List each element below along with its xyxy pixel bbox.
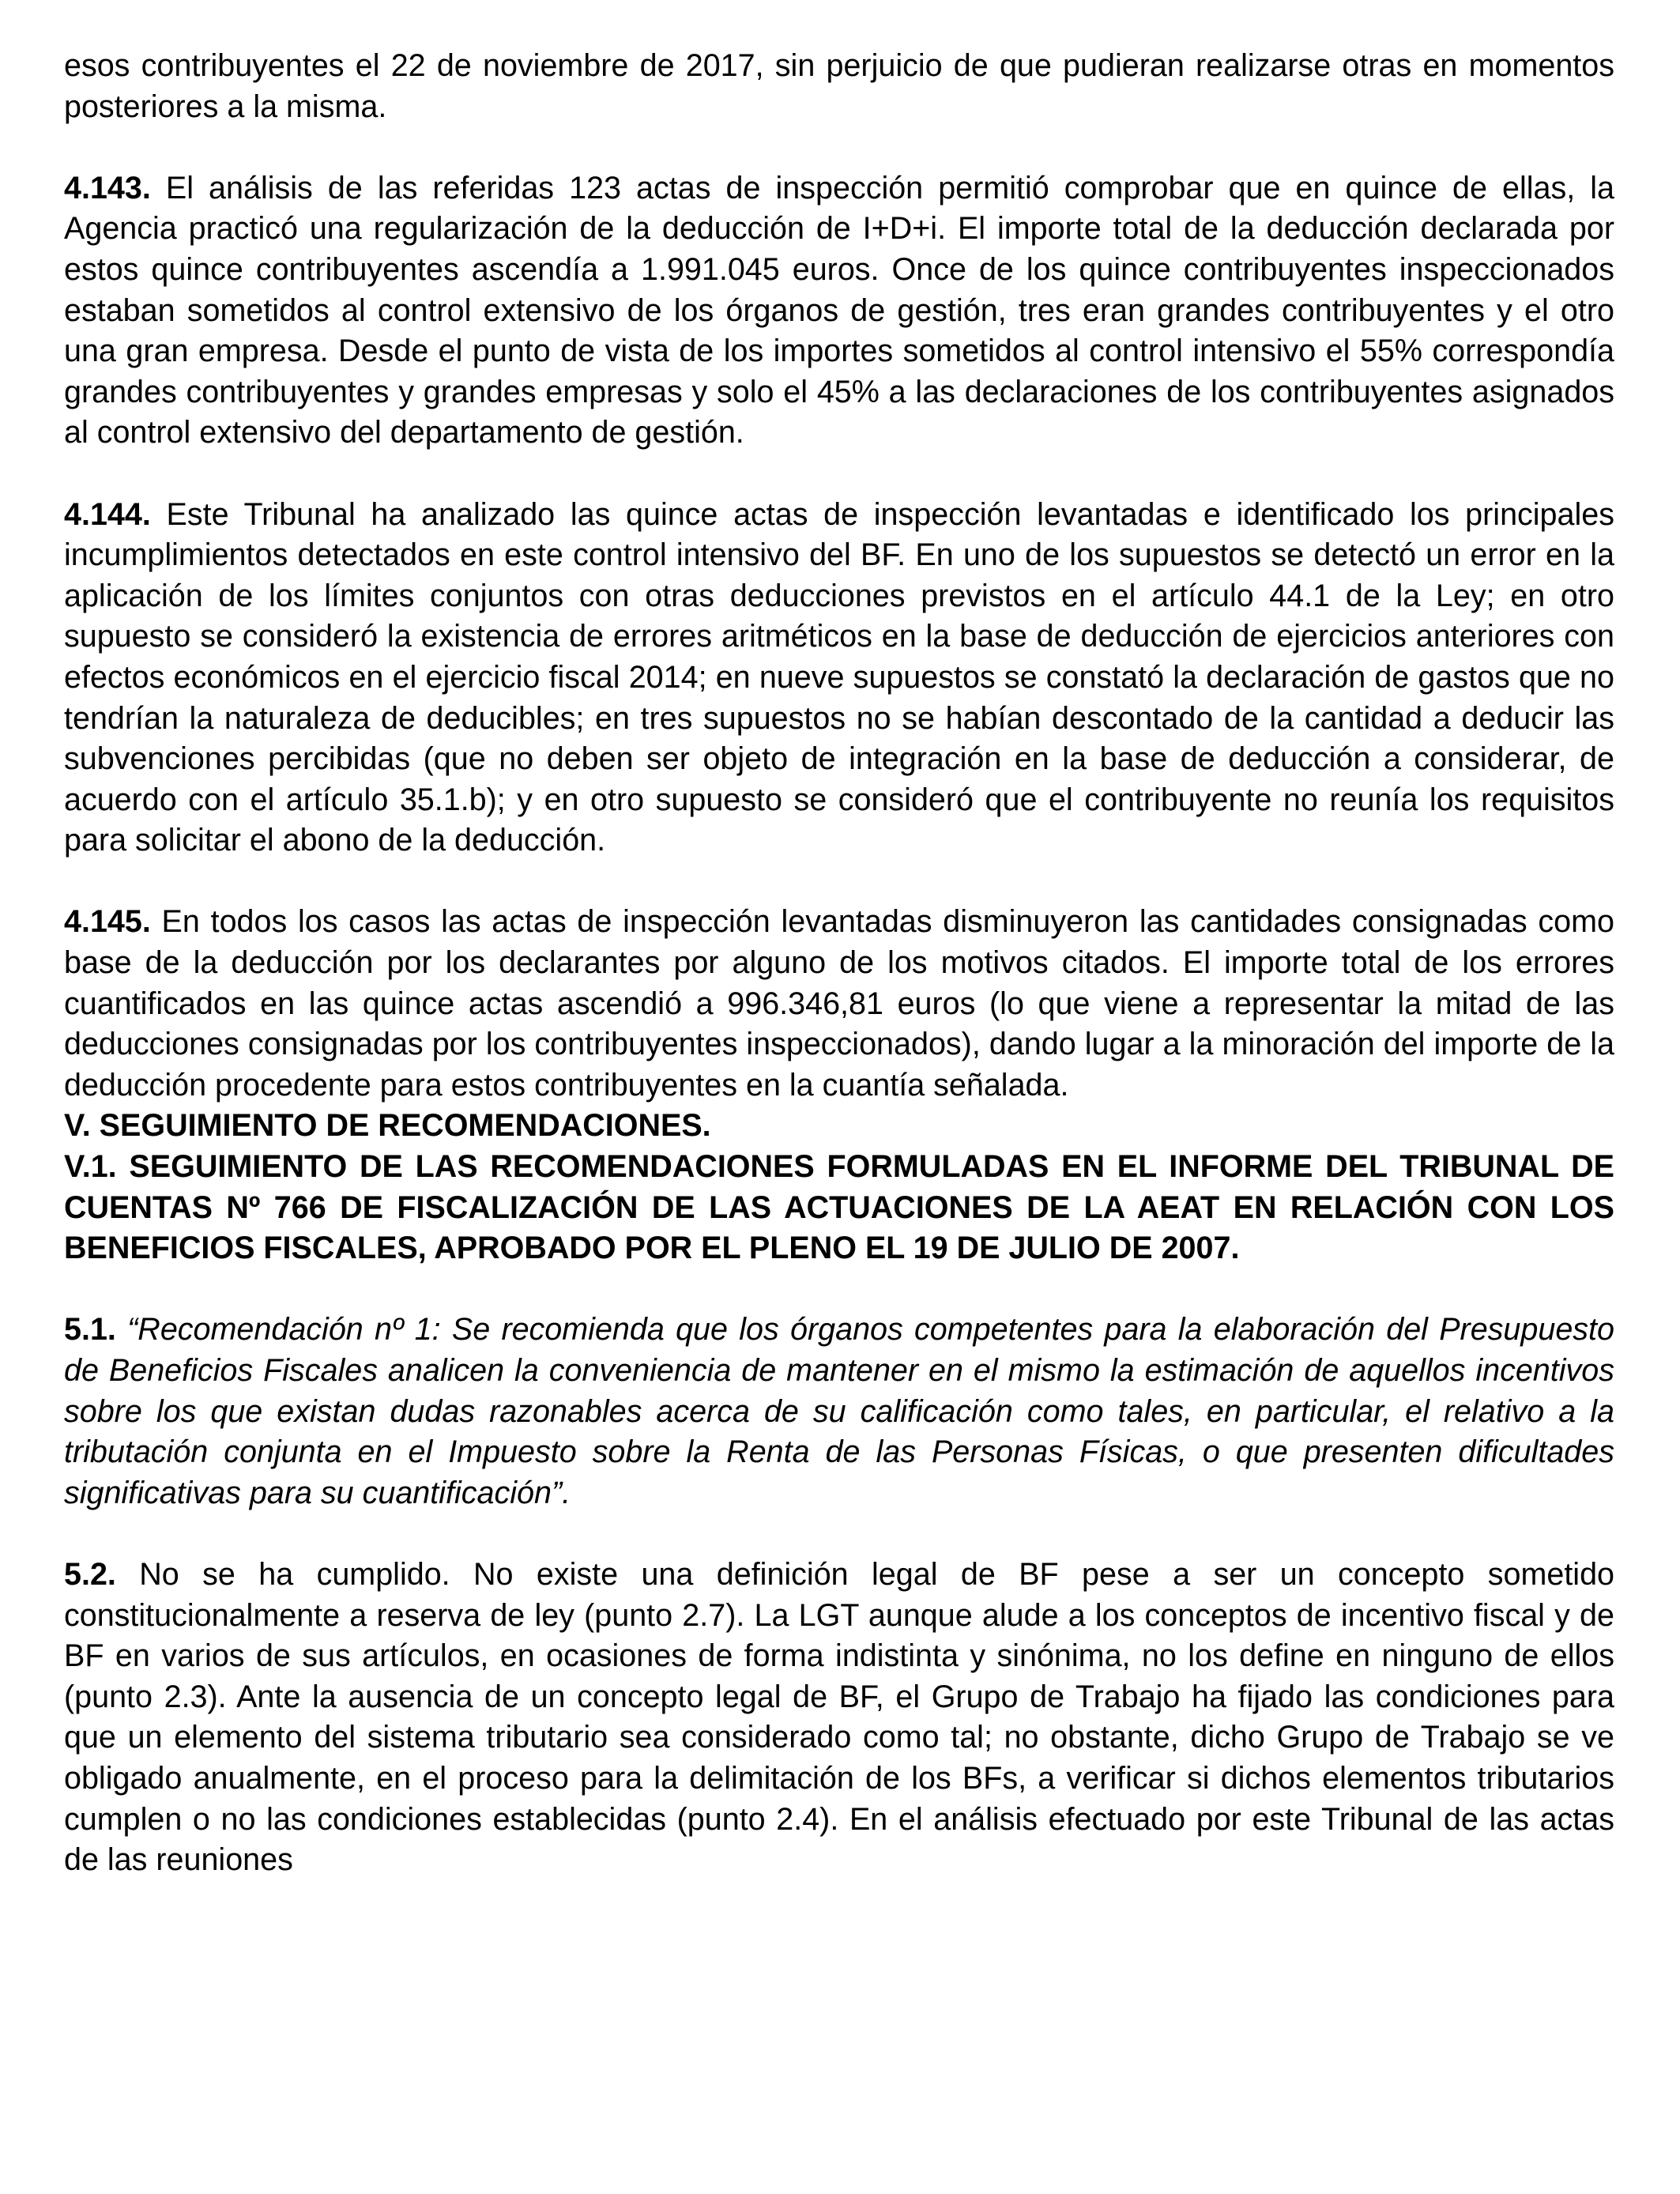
- paragraph-number: 4.144.: [64, 496, 151, 532]
- paragraph-text: El análisis de las referidas 123 actas de inspección permitió comprobar que en quince de ellas, la Agencia practicó una regularización de la deducción de I+D+i. El importe total de la deducción declarada por estos quince contribuyentes ascendía a 1.991.045 euros. Once de los quince contribuyentes inspeccionados estaban sometidos al control extensivo de los órganos de gestión, tres eran grandes contribuyentes y el otro una gran empresa. Desde el punto de vista de los importes sometidos al control intensivo el 55% correspondía grandes contribuyentes y grandes empresas y solo el 45% a las declaraciones de los contribuyentes asignados al control extensivo del departamento de gestión.: [64, 170, 1614, 450]
- paragraph-number: 5.2.: [64, 1556, 116, 1592]
- paragraph-text: Este Tribunal ha analizado las quince actas de inspección levantadas e identificado los principales incumplimientos detectados en este control intensivo del BF. En uno de los supuestos se detectó un error en la aplicación de los límites conjuntos con otras deducciones previstos en el artículo 44.1 de la Ley; en otro supuesto se consideró la existencia de errores aritméticos en la base de deducción de ejercicios anteriores con efectos económicos en el ejercicio fiscal 2014; en nueve supuestos se constató la declaración de gastos que no tendrían la naturaleza de deducibles; en tres supuestos no se habían descontado de la cantidad a deducir las subvenciones percibidas (que no deben ser objeto de integración en la base de deducción a considerar, de acuerdo con el artículo 35.1.b); y en otro supuesto se consideró que el contribuyente no reunía los requisitos para solicitar el abono de la deducción.: [64, 496, 1614, 858]
- document-page: [64, 46, 1614, 1881]
- section-v-heading: V. SEGUIMIENTO DE RECOMENDACIONES.: [64, 1108, 711, 1144]
- paragraph-5-1: [64, 1310, 1614, 1514]
- paragraph-text: En todos los casos las actas de inspección levantadas disminuyeron las cantidades consignadas como base de la deducción por los declarantes por alguno de los motivos citados. El importe total de los errores cuantificados en las quince actas ascendió a 996.346,81 euros (lo que viene a representar la mitad de las deducciones consignadas por los contribuyentes inspeccionados), dando lugar a la minoración del importe de la deducción procedente para estos contribuyentes en la cuantía señalada.: [64, 904, 1614, 1103]
- paragraph-4-143: [64, 168, 1614, 454]
- paragraph-number: 4.143.: [64, 170, 151, 205]
- section-v1-heading: V.1. SEGUIMIENTO DE LAS RECOMENDACIONES FORMULADAS EN EL INFORME DEL TRIBUNAL DE CUENTAS Nº 766 DE FISCALIZACIÓN DE LAS ACTUACIONES DE LA AEAT EN RELACIÓN CON LOS BENEFICIOS FISCALES, APROBADO POR EL PLENO EL 19 DE JULIO DE 2007.: [64, 1149, 1614, 1266]
- paragraph-5-2: [64, 1555, 1614, 1881]
- paragraph-text: No se ha cumplido. No existe una definición legal de BF pese a ser un concepto sometido constitucionalmente a reserva de ley (punto 2.7). La LGT aunque alude a los conceptos de incentivo fiscal y de BF en varios de sus artículos, en ocasiones de forma indistinta y sinónima, no los define en ninguno de ellos (punto 2.3). Ante la ausencia de un concepto legal de BF, el Grupo de Trabajo ha fijado las condiciones para que un elemento del sistema tributario sea considerado como tal; no obstante, dicho Grupo de Trabajo se ve obligado anualmente, en el proceso para la delimitación de los BFs, a verificar si dichos elementos tributarios cumplen o no las condiciones establecidas (punto 2.4). En el análisis efectuado por este Tribunal de las actas de las reuniones: [64, 1556, 1614, 1878]
- paragraph-4-144: [64, 495, 1614, 861]
- paragraph-4-145: [64, 902, 1614, 1106]
- intro-paragraph: [64, 46, 1614, 127]
- intro-text: esos contribuyentes el 22 de noviembre de 2017, sin perjuicio de que pudieran realizarse otras en momentos posteriores a la misma.: [64, 48, 1614, 124]
- paragraph-number: 5.1.: [64, 1312, 116, 1348]
- paragraph-number: 4.145.: [64, 904, 151, 940]
- recommendation-quote: “Recomendación nº 1: Se recomienda que los órganos competentes para la elaboración del Presupuesto de Beneficios Fiscales analicen la conveniencia de mantener en el mismo la estimación de aquellos incentivos sobre los que existan dudas razonables acerca de su calificación como tales, en particular, el relativo a la tributación conjunta en el Impuesto sobre la Renta de las Personas Físicas, o que presenten dificultades significativas para su cuantificación”.: [64, 1312, 1614, 1510]
